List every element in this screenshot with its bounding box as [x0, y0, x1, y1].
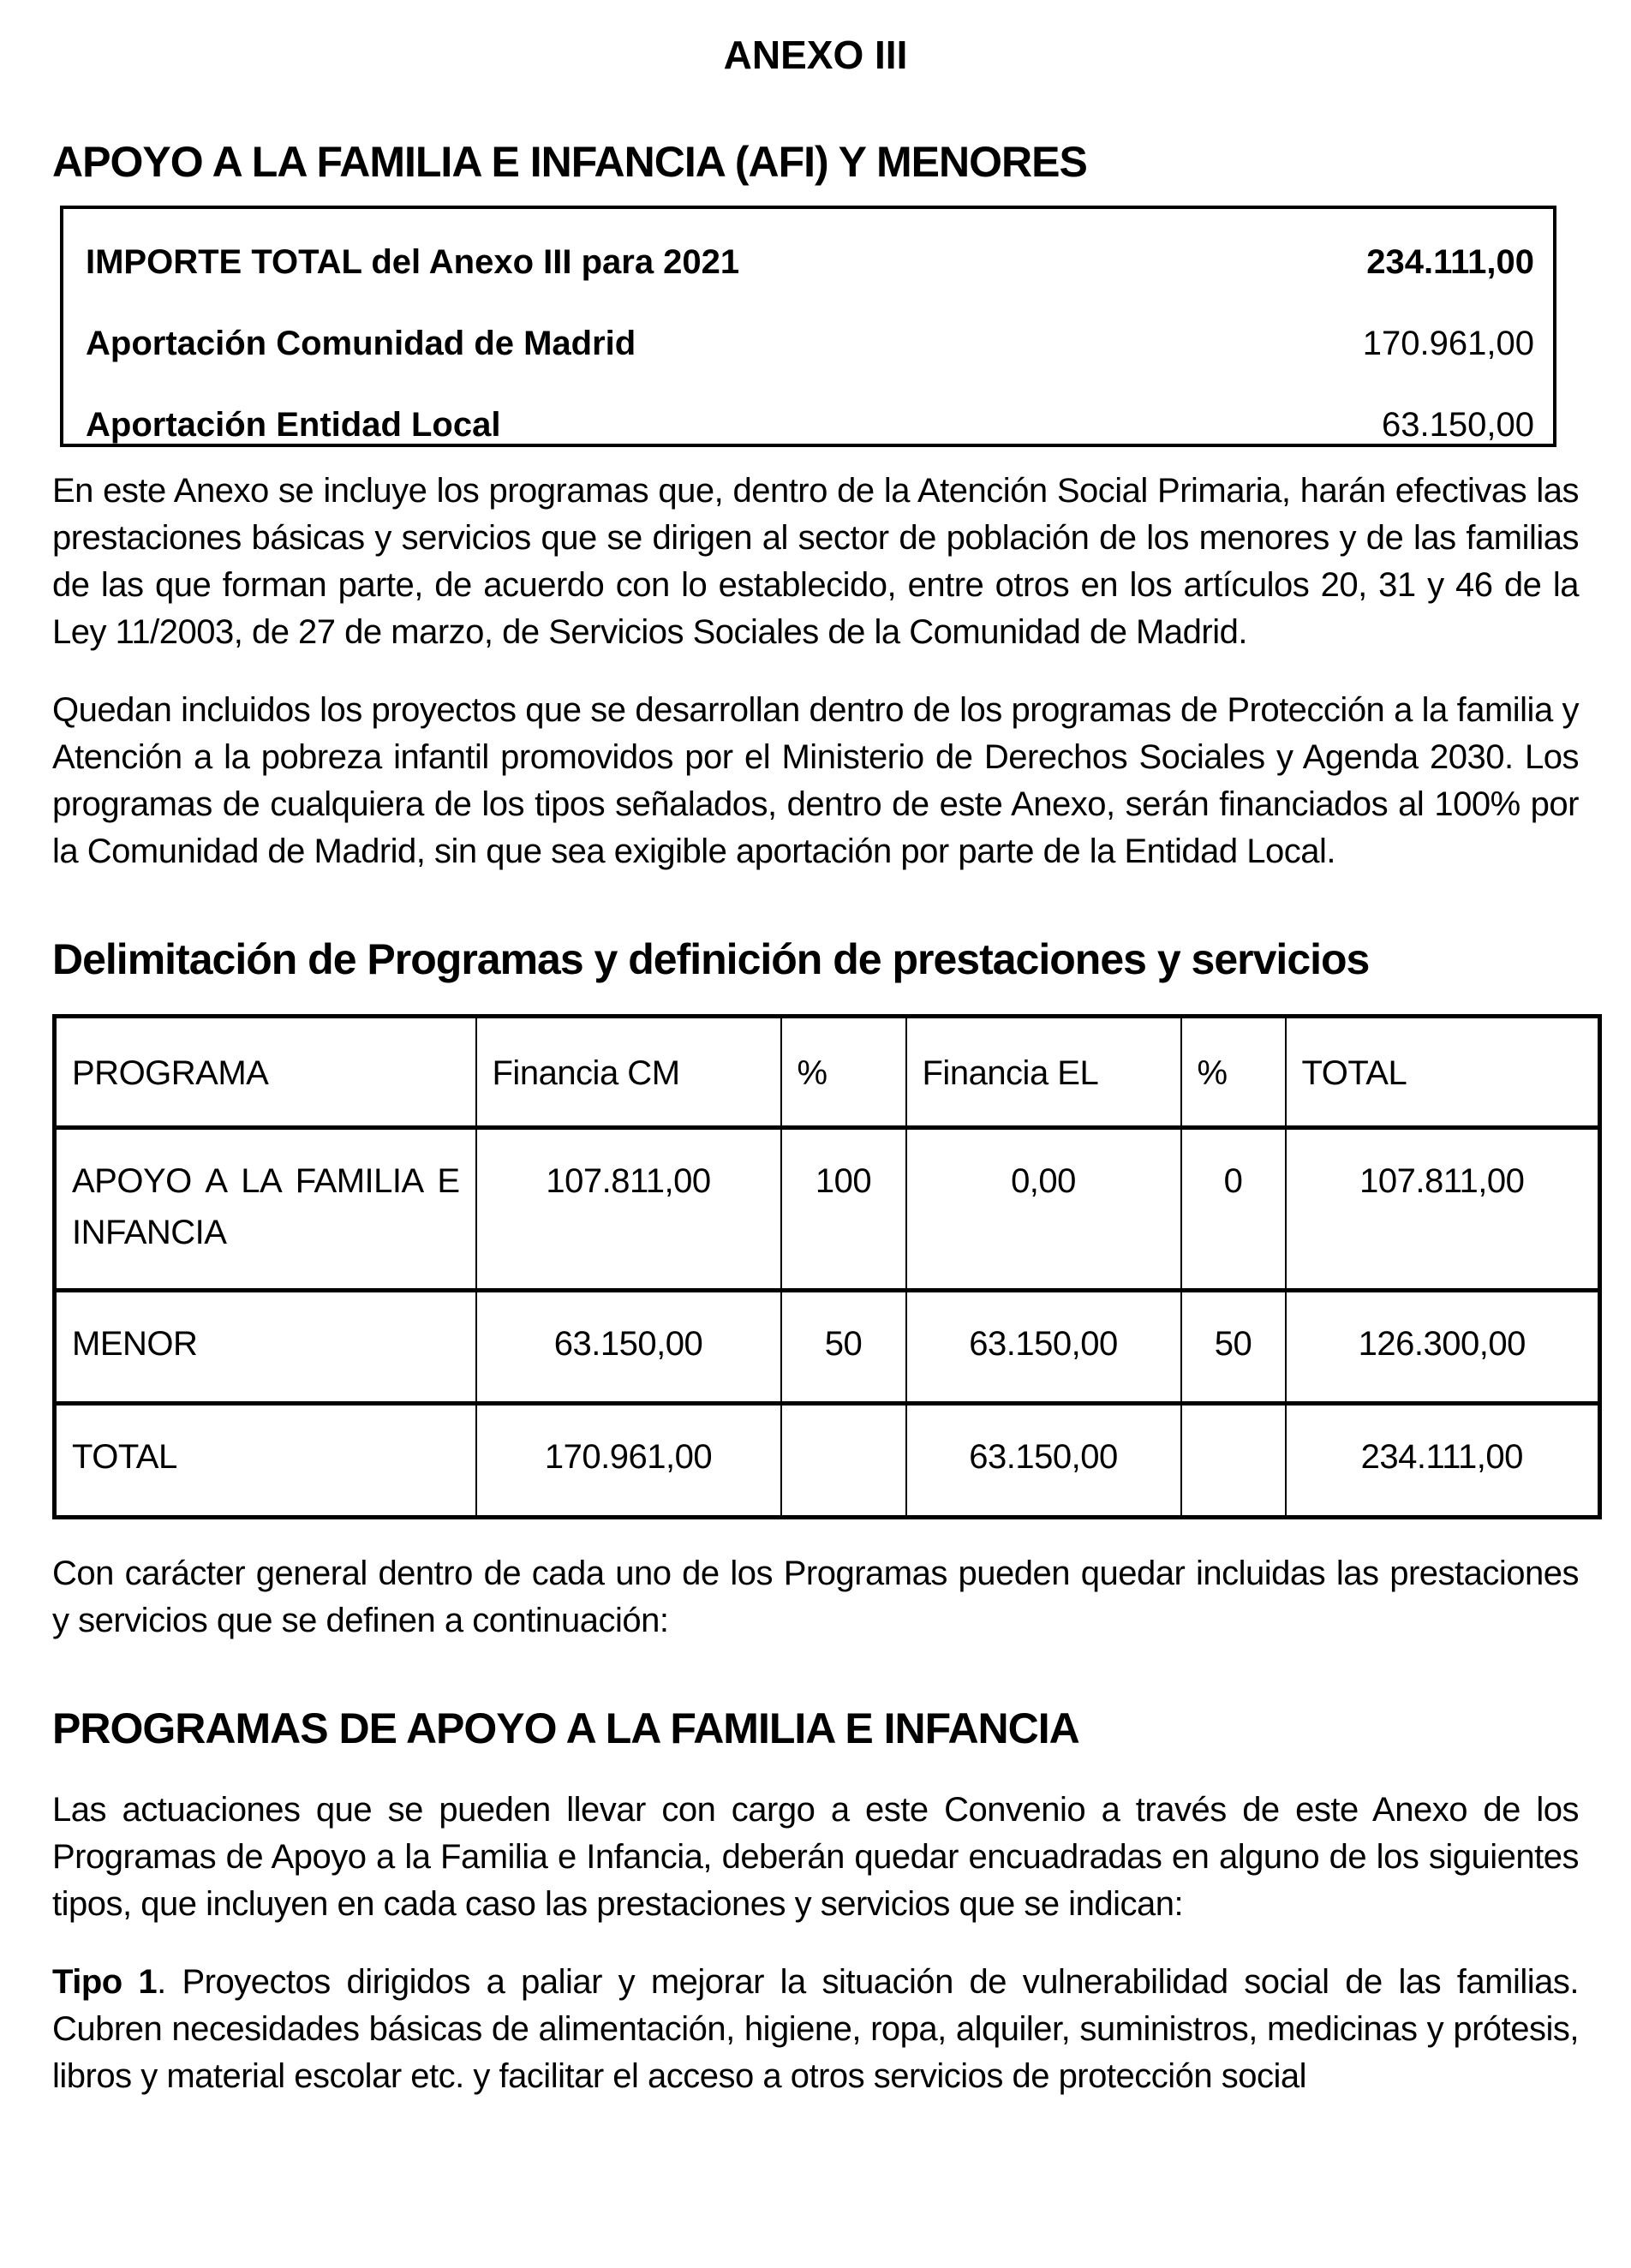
cell-program-name: TOTAL: [55, 1404, 476, 1518]
column-header-pct-cm: %: [781, 1017, 906, 1128]
paragraph-intro: En este Anexo se incluye los programas que, dentro de la Atención Social Primaria, harán efectivas las prestaciones básicas y servicios que se dirigen al sector de población de los menores y de las familias de las que forman parte, de acuerdo con lo establecido, entre otros en los artículos 20, 31 y 46 de la Ley 11/2003, de 27 de marzo, de Servicios Sociales de la Comunidad de Madrid.: [52, 472, 1579, 651]
paragraph-caracter-general: Con carácter general dentro de cada uno de los Programas pueden quedar incluidas las prestaciones y servicios que se definen a continuación:: [52, 1555, 1579, 1639]
table-header-row: [55, 1017, 1600, 1128]
cell-program-name: APOYO A LA FAMILIA E INFANCIA: [55, 1128, 476, 1291]
table-row-total: [55, 1404, 1600, 1518]
table-row-menor: [55, 1291, 1600, 1404]
summary-label: Aportación Comunidad de Madrid: [86, 325, 636, 362]
cell-financia-cm: 63.150,00: [476, 1291, 781, 1404]
cell-pct-cm: 100: [781, 1128, 906, 1291]
cell-total: 234.111,00: [1286, 1404, 1600, 1518]
summary-row-total: [86, 243, 1534, 281]
column-header-total: TOTAL: [1286, 1017, 1600, 1128]
cell-financia-el: 0,00: [906, 1128, 1181, 1291]
delimitacion-heading: Delimitación de Programas y definición de prestaciones y servicios: [52, 935, 1370, 983]
column-header-pct-el: %: [1181, 1017, 1286, 1128]
summary-box: [60, 206, 1556, 447]
summary-value: 63.150,00: [1382, 406, 1534, 444]
cell-financia-el: 63.150,00: [906, 1291, 1181, 1404]
cell-financia-cm: 107.811,00: [476, 1128, 781, 1291]
summary-label: IMPORTE TOTAL del Anexo III para 2021: [86, 243, 740, 281]
summary-value: 234.111,00: [1366, 243, 1534, 281]
cell-financia-cm: 170.961,00: [476, 1404, 781, 1518]
cell-total: 126.300,00: [1286, 1291, 1600, 1404]
cell-pct-el: 0: [1181, 1128, 1286, 1291]
summary-row-cm: [86, 325, 1534, 362]
programas-heading: PROGRAMAS DE APOYO A LA FAMILIA E INFANCIA: [52, 1704, 1079, 1752]
cell-program-name: MENOR: [55, 1291, 476, 1404]
tipo1-label: Tipo 1: [52, 1963, 158, 2001]
cell-pct-el: [1181, 1404, 1286, 1518]
page-title: ANEXO III: [723, 33, 908, 77]
cell-total: 107.811,00: [1286, 1128, 1600, 1291]
summary-value: 170.961,00: [1362, 325, 1534, 362]
cell-pct-cm: 50: [781, 1291, 906, 1404]
column-header-programa: PROGRAMA: [55, 1017, 476, 1128]
cell-pct-el: 50: [1181, 1291, 1286, 1404]
table-row-afi: [55, 1128, 1600, 1291]
programs-table: [52, 1014, 1602, 1519]
summary-label: Aportación Entidad Local: [86, 406, 501, 444]
paragraph-tipo1: [52, 1959, 1579, 2100]
column-header-financia-el: Financia EL: [906, 1017, 1181, 1128]
column-header-financia-cm: Financia CM: [476, 1017, 781, 1128]
summary-row-el: [86, 406, 1534, 444]
paragraph-proyectos: Quedan incluidos los proyectos que se desarrollan dentro de los programas de Protección a la familia y Atención a la pobreza infantil promovidos por el Ministerio de Derechos Sociales y Agenda 2030. Los programas de cualquiera de los tipos señalados, dentro de este Anexo, serán financiados al 100% por la Comunidad de Madrid, sin que sea exigible aportación por parte de la Entidad Local.: [52, 691, 1579, 870]
cell-pct-cm: [781, 1404, 906, 1518]
cell-financia-el: 63.150,00: [906, 1404, 1181, 1518]
main-heading: APOYO A LA FAMILIA E INFANCIA (AFI) Y MENORES: [52, 138, 1087, 186]
tipo1-text: . Proyectos dirigidos a paliar y mejorar la situación de vulnerabilidad social de las familias. Cubren necesidades básicas de alimentación, higiene, ropa, alquiler, suministros, medicinas y prótesis, libros y material escolar etc. y facilitar el acceso a otros servicios de protección social: [52, 1963, 1579, 2095]
paragraph-actuaciones: Las actuaciones que se pueden llevar con cargo a este Convenio a través de este Anexo de los Programas de Apoyo a la Familia e Infancia, deberán quedar encuadradas en alguno de los siguientes tipos, que incluyen en cada caso las prestaciones y servicios que se indican:: [52, 1791, 1579, 1923]
